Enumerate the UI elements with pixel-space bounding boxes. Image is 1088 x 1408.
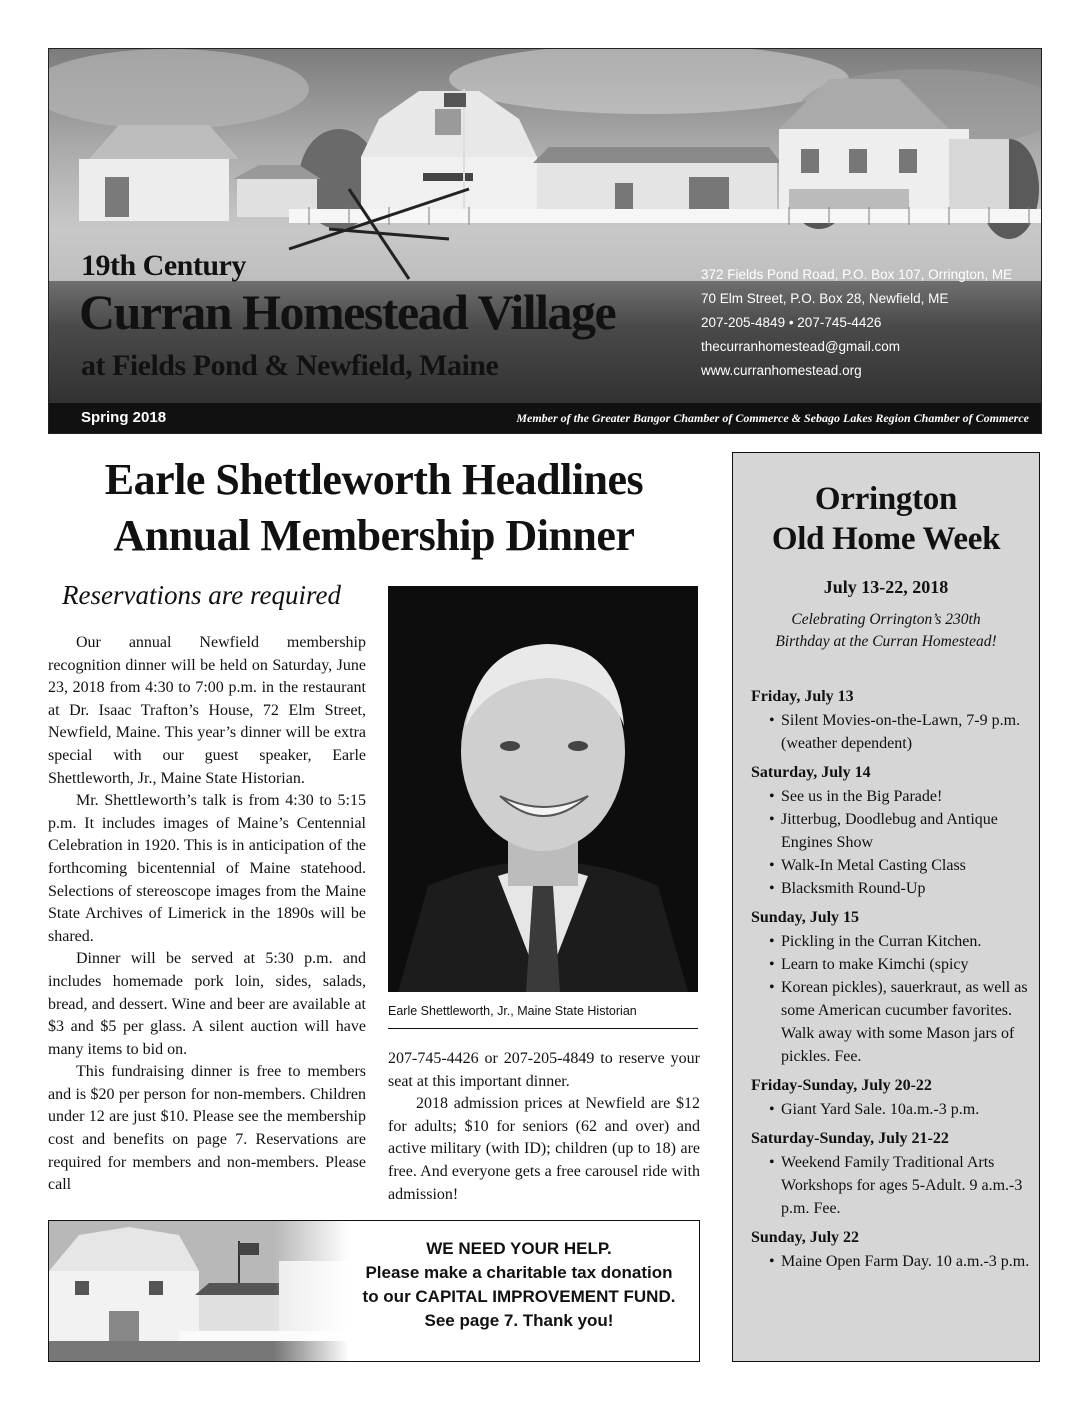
article-column-2	[388, 1048, 700, 1206]
paragraph-menu: Dinner will be served at 5:30 p.m. and includes homemade pork loin, sides, salads, bread, and dessert. Wine and beer are available at $3 and $5 per glass. A silent auction will have many items to bid on.	[48, 950, 366, 1058]
sidebar-intro	[733, 609, 1039, 653]
sidebar-intro-line-1: Celebrating Orrington’s 230th	[791, 611, 981, 628]
paragraph-admission: 2018 admission prices at Newfield are $12 for adults; $10 for seniors (62 and over) and active military (with ID); children (up to 18) are free. And everyone gets a free carousel ride with admission!	[388, 1095, 700, 1203]
paragraph-pricing: This fundraising dinner is free to members and is $20 per person for non-members. Children under 12 are just $10. Please see the membership cost and benefits on page 7. Reservations are required for members and non-members. Please call	[48, 1063, 366, 1194]
barn-photo	[49, 1221, 349, 1361]
photo-caption: Earle Shettleworth, Jr., Maine State Historian	[388, 1004, 637, 1018]
old-home-week-sidebar	[732, 452, 1040, 1362]
sidebar-dates: July 13-22, 2018	[823, 577, 949, 597]
event-item: • Blacksmith Round-Up	[751, 877, 1031, 900]
masthead	[48, 48, 1042, 434]
issue-season: Spring 2018	[81, 409, 167, 426]
masthead-title: Curran Homestead Village	[79, 284, 616, 340]
schedule-day	[751, 1127, 1031, 1220]
event-item: • Giant Yard Sale. 10a.m.-3 p.m.	[751, 1098, 1031, 1121]
event-item: • Korean pickles), sauerkraut, as well as some American cucumber favorites. Walk away with some Mason jars of pickles. Fee.	[751, 976, 1031, 1068]
paragraph-dinner: Our annual Newfield membership recognition dinner will be held on Saturday, June 23, 2018 from 4:30 to 7:00 p.m. in the restaurant at Dr. Isaac Trafton’s House, 72 Elm Street, Newfield, Maine. This year’s dinner will be extra special with our guest speaker, Earle Shettleworth, Jr., Maine State Historian.	[48, 634, 366, 787]
donation-line-4: See page 7. Thank you!	[424, 1311, 614, 1330]
article-column-1	[48, 632, 366, 1197]
sidebar-title	[733, 479, 1039, 559]
sidebar-title-line-2: Old Home Week	[771, 521, 1001, 557]
phone-numbers: 207-205-4849 • 207-745-4426	[701, 315, 882, 330]
event-item: • Weekend Family Traditional Arts Workshops for ages 5-Adult. 9 a.m.-3 p.m. Fee.	[751, 1151, 1031, 1220]
day-label: Saturday-Sunday, July 21-22	[751, 1130, 949, 1147]
article-headline	[48, 452, 700, 564]
donation-message	[345, 1237, 693, 1333]
event-schedule	[751, 679, 1031, 1273]
event-item: • See us in the Big Parade!	[751, 785, 1031, 808]
masthead-location: at Fields Pond & Newfield, Maine	[81, 349, 499, 382]
day-label: Friday, July 13	[751, 688, 854, 705]
speaker-photo	[388, 586, 698, 992]
event-item: • Walk-In Metal Casting Class	[751, 854, 1031, 877]
event-item: • Silent Movies-on-the-Lawn, 7-9 p.m. (weather dependent)	[751, 709, 1031, 755]
newfield-address: 70 Elm Street, P.O. Box 28, Newfield, ME	[701, 291, 949, 306]
day-label: Saturday, July 14	[751, 764, 871, 781]
sidebar-intro-line-2: Birthday at the Curran Homestead!	[775, 633, 997, 650]
sidebar-title-line-1: Orrington	[814, 481, 958, 517]
article-subhead: Reservations are required	[62, 580, 341, 610]
day-label: Friday-Sunday, July 20-22	[751, 1077, 932, 1094]
donation-line-3: to our CAPITAL IMPROVEMENT FUND.	[362, 1287, 676, 1306]
masthead-footer-bar	[49, 403, 1041, 433]
event-item: • Learn to make Kimchi (spicy	[751, 953, 1031, 976]
event-item: • Jitterbug, Doodlebug and Antique Engines Show	[751, 808, 1031, 854]
schedule-day	[751, 1226, 1031, 1273]
chamber-membership: Member of the Greater Bangor Chamber of Commerce & Sebago Lakes Region Chamber of Commerce	[516, 411, 1029, 425]
masthead-contact	[701, 263, 1012, 383]
event-item: • Maine Open Farm Day. 10 a.m.-3 p.m.	[751, 1250, 1031, 1273]
schedule-day	[751, 685, 1031, 755]
paragraph-reserve: 207-745-4426 or 207-205-4849 to reserve your seat at this important dinner.	[388, 1050, 700, 1090]
email-address: thecurranhomestead@gmail.com	[701, 339, 901, 354]
day-label: Sunday, July 22	[751, 1229, 860, 1246]
donation-line-1: WE NEED YOUR HELP.	[426, 1239, 612, 1258]
masthead-century: 19th Century	[81, 249, 246, 282]
donation-line-2: Please make a charitable tax donation	[365, 1263, 673, 1282]
headline-line-1: Earle Shettleworth Headlines	[104, 455, 644, 504]
schedule-day	[751, 1074, 1031, 1121]
orrington-address: 372 Fields Pond Road, P.O. Box 107, Orrington, ME	[701, 267, 1013, 282]
website-url: www.curranhomestead.org	[701, 363, 862, 378]
event-item: • Pickling in the Curran Kitchen.	[751, 930, 1031, 953]
day-label: Sunday, July 15	[751, 909, 860, 926]
schedule-day	[751, 761, 1031, 900]
paragraph-talk: Mr. Shettleworth’s talk is from 4:30 to 5:15 p.m. It includes images of Maine’s Centennial Celebration in 1920. This is in anticipation of the forthcoming bicentennial of Maine statehood. Selections of stereoscope images from the Maine State Archives of Limerick in the 1890s will be shared.	[48, 792, 366, 945]
headline-line-2: Annual Membership Dinner	[113, 511, 635, 560]
schedule-day	[751, 906, 1031, 1068]
donation-banner	[48, 1220, 700, 1362]
caption-divider	[388, 1028, 698, 1029]
